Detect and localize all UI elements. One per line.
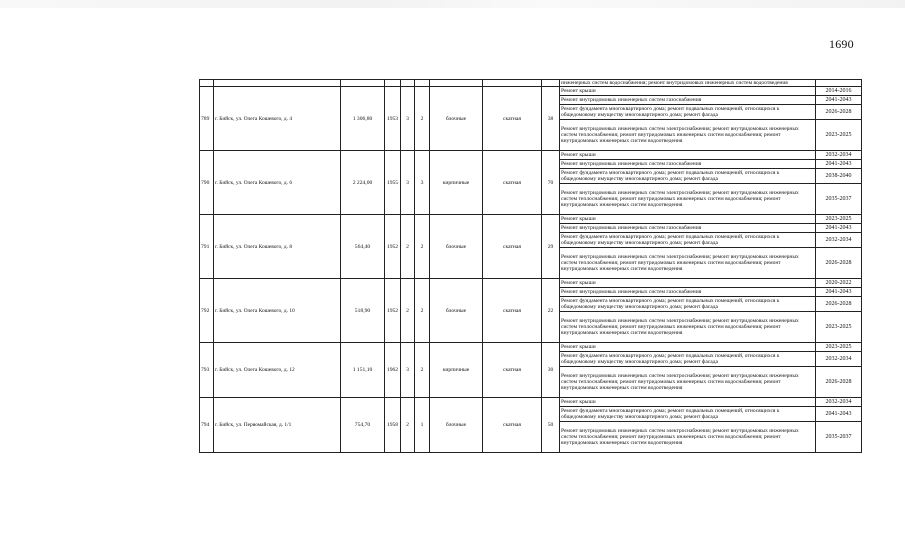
work-cell: Ремонт фундамента многоквартирного дома; ремонт подвальных помещений, относящихся к общедомовому имуществу многоквартирного дома; ремонт фасада — [560, 169, 816, 184]
period-cell: 2032-2034 — [816, 352, 862, 367]
house-year: 1952 — [385, 215, 401, 279]
table-body — [200, 80, 862, 453]
house-entrances: 3 — [415, 151, 430, 215]
work-cell: Ремонт внутридомовых инженерных систем газоснабжения — [560, 224, 816, 233]
wear-percent: 22 — [542, 279, 560, 343]
work-cell: Ремонт крыши — [560, 343, 816, 352]
period-cell: 2026-2028 — [816, 367, 862, 398]
house-floors: 2 — [401, 398, 415, 453]
house-floors: 3 — [401, 87, 415, 151]
house-entrances: 2 — [415, 279, 430, 343]
work-cell: Ремонт крыши — [560, 398, 816, 407]
house-address: г. Бийск, ул. Олега Кошевого, д. 12 — [214, 343, 341, 398]
period-cell: 2041-2043 — [816, 224, 862, 233]
house-row — [200, 398, 862, 407]
period-cell: 2035-2037 — [816, 422, 862, 453]
wall-material: блочные — [430, 215, 483, 279]
wall-material: кирпичные — [430, 343, 483, 398]
house-area: 754,70 — [341, 398, 385, 453]
roof-type: скатная — [483, 279, 542, 343]
carry-over-cell — [483, 80, 542, 87]
period-cell: 2041-2043 — [816, 96, 862, 105]
carry-over-cell — [341, 80, 385, 87]
work-cell: Ремонт внутридомовых инженерных систем электроснабжения; ремонт внутридомовых инженерных систем теплоснабжения; ремонт внутридомовых инженерных систем водоснабжения; ремонт внутридомовых инженерных систем водоотведения — [560, 120, 816, 151]
house-row — [200, 279, 862, 288]
period-cell: 2023-2025 — [816, 343, 862, 352]
house-number: 794 — [200, 398, 214, 453]
roof-type: скатная — [483, 215, 542, 279]
wear-percent: 38 — [542, 87, 560, 151]
repair-schedule-table — [199, 79, 862, 453]
house-address: г. Бийск, ул. Первомайская, д. 1/1 — [214, 398, 341, 453]
work-cell: Ремонт внутридомовых инженерных систем электроснабжения; ремонт внутридомовых инженерных систем теплоснабжения; ремонт внутридомовых инженерных систем водоснабжения; ремонт внутридомовых инженерных систем водоотведения — [560, 312, 816, 343]
work-cell: Ремонт крыши — [560, 151, 816, 160]
work-cell: Ремонт внутридомовых инженерных систем электроснабжения; ремонт внутридомовых инженерных систем теплоснабжения; ремонт внутридомовых инженерных систем водоснабжения; ремонт внутридомовых инженерных систем водоотведения — [560, 184, 816, 215]
house-entrances: 2 — [415, 87, 430, 151]
house-row — [200, 343, 862, 352]
carry-over-cell — [214, 80, 341, 87]
house-entrances: 1 — [415, 398, 430, 453]
house-number: 791 — [200, 215, 214, 279]
house-row — [200, 151, 862, 160]
work-cell: Ремонт фундамента многоквартирного дома; ремонт подвальных помещений, относящихся к общедомовому имуществу многоквартирного дома; ремонт фасада — [560, 407, 816, 422]
wear-percent: 30 — [542, 343, 560, 398]
house-year: 1955 — [385, 151, 401, 215]
house-address: г. Бийск, ул. Олега Кошевого, д. 10 — [214, 279, 341, 343]
house-address: г. Бийск, ул. Олега Кошевого, д. 8 — [214, 215, 341, 279]
house-floors: 3 — [401, 343, 415, 398]
house-year: 1953 — [385, 87, 401, 151]
house-year: 1952 — [385, 279, 401, 343]
period-cell: 2026-2028 — [816, 297, 862, 312]
carry-over-cell — [401, 80, 415, 87]
period-cell: 2041-2043 — [816, 288, 862, 297]
wall-material: блочные — [430, 279, 483, 343]
scan-edge-shading — [0, 0, 905, 8]
work-cell: инженерных систем водоснабжения; ремонт внутридомовых инженерных систем водоотведения — [560, 80, 816, 87]
carry-over-cell — [385, 80, 401, 87]
wall-material: блочные — [430, 398, 483, 453]
carry-over-cell — [430, 80, 483, 87]
period-cell: 2035-2037 — [816, 184, 862, 215]
house-number: 793 — [200, 343, 214, 398]
work-cell: Ремонт внутридомовых инженерных систем электроснабжения; ремонт внутридомовых инженерных систем теплоснабжения; ремонт внутридомовых инженерных систем водоснабжения; ремонт внутридомовых инженерных систем водоотведения — [560, 248, 816, 279]
roof-type: скатная — [483, 151, 542, 215]
house-floors: 2 — [401, 215, 415, 279]
work-cell: Ремонт крыши — [560, 87, 816, 96]
house-area: 564,40 — [341, 215, 385, 279]
carry-over-cell — [542, 80, 560, 87]
house-area: 1 306,80 — [341, 87, 385, 151]
work-cell: Ремонт фундамента многоквартирного дома; ремонт подвальных помещений, относящихся к общедомовому имуществу многоквартирного дома; ремонт фасада — [560, 105, 816, 120]
house-entrances: 2 — [415, 215, 430, 279]
wall-material: блочные — [430, 87, 483, 151]
period-cell — [816, 80, 862, 87]
house-number: 792 — [200, 279, 214, 343]
period-cell: 2032-2034 — [816, 233, 862, 248]
period-cell: 2041-2043 — [816, 160, 862, 169]
carry-over-cell — [200, 80, 214, 87]
house-floors: 3 — [401, 151, 415, 215]
wear-percent: 70 — [542, 151, 560, 215]
house-address: г. Бийск, ул. Олега Кошевого, д. 4 — [214, 87, 341, 151]
period-cell: 2020-2022 — [816, 279, 862, 288]
work-cell: Ремонт внутридомовых инженерных систем электроснабжения; ремонт внутридомовых инженерных систем теплоснабжения; ремонт внутридомовых инженерных систем водоснабжения; ремонт внутридомовых инженерных систем водоотведения — [560, 422, 816, 453]
house-area: 2 224,00 — [341, 151, 385, 215]
period-cell: 2023-2025 — [816, 215, 862, 224]
period-cell: 2023-2025 — [816, 312, 862, 343]
house-row — [200, 215, 862, 224]
carry-over-row — [200, 80, 862, 87]
wear-percent: 50 — [542, 398, 560, 453]
house-year: 1958 — [385, 398, 401, 453]
house-row — [200, 87, 862, 96]
house-number: 789 — [200, 87, 214, 151]
roof-type: скатная — [483, 87, 542, 151]
period-cell: 2023-2025 — [816, 120, 862, 151]
house-area: 1 151,10 — [341, 343, 385, 398]
work-cell: Ремонт фундамента многоквартирного дома; ремонт подвальных помещений, относящихся к общедомовому имуществу многоквартирного дома; ремонт фасада — [560, 352, 816, 367]
house-entrances: 2 — [415, 343, 430, 398]
house-floors: 2 — [401, 279, 415, 343]
house-area: 518,90 — [341, 279, 385, 343]
work-cell: Ремонт фундамента многоквартирного дома; ремонт подвальных помещений, относящихся к общедомовому имуществу многоквартирного дома; ремонт фасада — [560, 233, 816, 248]
roof-type: скатная — [483, 398, 542, 453]
wall-material: кирпичные — [430, 151, 483, 215]
period-cell: 2032-2034 — [816, 398, 862, 407]
period-cell: 2014-2016 — [816, 87, 862, 96]
work-cell: Ремонт внутридомовых инженерных систем газоснабжения — [560, 288, 816, 297]
house-address: г. Бийск, ул. Олега Кошевого, д. 6 — [214, 151, 341, 215]
carry-over-cell — [415, 80, 430, 87]
roof-type: скатная — [483, 343, 542, 398]
work-cell: Ремонт крыши — [560, 279, 816, 288]
work-cell: Ремонт внутридомовых инженерных систем газоснабжения — [560, 160, 816, 169]
house-year: 1962 — [385, 343, 401, 398]
page-number: 1690 — [829, 37, 854, 51]
work-cell: Ремонт внутридомовых инженерных систем газоснабжения — [560, 96, 816, 105]
period-cell: 2026-2028 — [816, 105, 862, 120]
period-cell: 2032-2034 — [816, 151, 862, 160]
period-cell: 2041-2043 — [816, 407, 862, 422]
period-cell: 2026-2028 — [816, 248, 862, 279]
wear-percent: 29 — [542, 215, 560, 279]
work-cell: Ремонт фундамента многоквартирного дома; ремонт подвальных помещений, относящихся к общедомовому имуществу многоквартирного дома; ремонт фасада — [560, 297, 816, 312]
work-cell: Ремонт крыши — [560, 215, 816, 224]
house-number: 790 — [200, 151, 214, 215]
period-cell: 2038-2040 — [816, 169, 862, 184]
work-cell: Ремонт внутридомовых инженерных систем электроснабжения; ремонт внутридомовых инженерных систем теплоснабжения; ремонт внутридомовых инженерных систем водоснабжения; ремонт внутридомовых инженерных систем водоотведения — [560, 367, 816, 398]
